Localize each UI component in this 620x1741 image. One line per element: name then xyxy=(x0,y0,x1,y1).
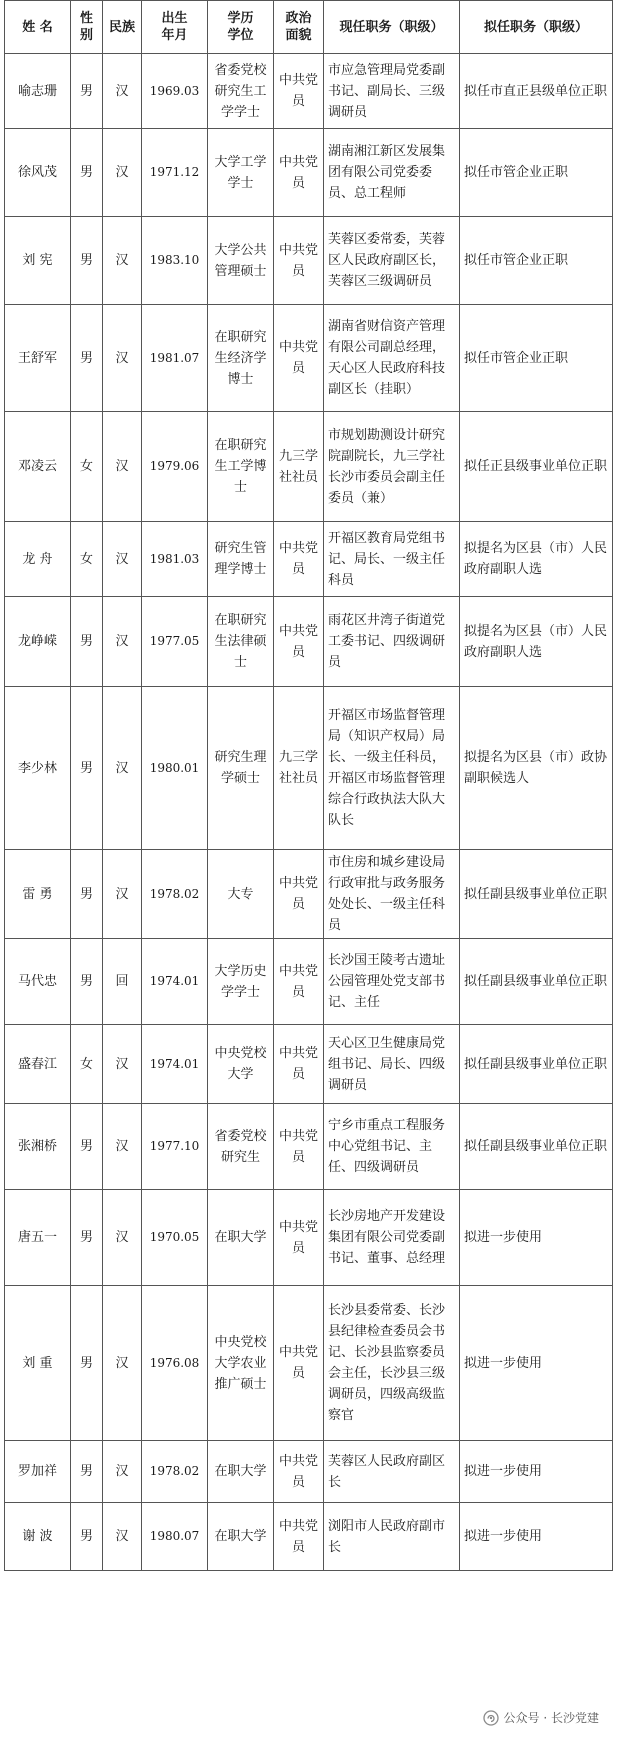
birth-date-cell: 1971.12 xyxy=(142,129,208,217)
education-cell: 研究生管理学博士 xyxy=(208,522,274,597)
gender-cell: 男 xyxy=(71,1441,103,1503)
proposed-position-cell: 拟任副县级事业单位正职 xyxy=(460,1104,613,1190)
table-row xyxy=(5,1286,613,1441)
table-row xyxy=(5,412,613,522)
gender-cell: 女 xyxy=(71,412,103,522)
wechat-official-account-icon xyxy=(483,1710,499,1726)
person-name: 王舒军 xyxy=(5,305,71,412)
ethnicity-cell: 汉 xyxy=(103,850,142,939)
birth-date-cell: 1969.03 xyxy=(142,54,208,129)
person-name: 张湘桥 xyxy=(5,1104,71,1190)
table-row xyxy=(5,1441,613,1503)
education-cell: 中央党校大学 xyxy=(208,1025,274,1104)
person-name: 喻志珊 xyxy=(5,54,71,129)
political-status-cell: 中共党员 xyxy=(274,522,324,597)
birth-date-cell: 1981.07 xyxy=(142,305,208,412)
ethnicity-cell: 汉 xyxy=(103,217,142,305)
gender-cell: 男 xyxy=(71,1503,103,1571)
ethnicity-cell: 汉 xyxy=(103,522,142,597)
proposed-position-cell: 拟任市管企业正职 xyxy=(460,217,613,305)
gender-cell: 男 xyxy=(71,1104,103,1190)
table-row xyxy=(5,1025,613,1104)
gender-cell: 男 xyxy=(71,597,103,687)
table-row xyxy=(5,1503,613,1571)
education-cell: 在职大学 xyxy=(208,1503,274,1571)
table-row xyxy=(5,939,613,1025)
current-position-cell: 长沙国王陵考古遗址公园管理处党支部书记、主任 xyxy=(324,939,460,1025)
ethnicity-cell: 汉 xyxy=(103,597,142,687)
birth-date-cell: 1978.02 xyxy=(142,850,208,939)
ethnicity-cell: 回 xyxy=(103,939,142,1025)
table-row xyxy=(5,1190,613,1286)
education-cell: 大学工学学士 xyxy=(208,129,274,217)
political-status-cell: 中共党员 xyxy=(274,1503,324,1571)
column-header: 民族 xyxy=(103,1,142,54)
person-name: 邓凌云 xyxy=(5,412,71,522)
person-name: 龙 舟 xyxy=(5,522,71,597)
ethnicity-cell: 汉 xyxy=(103,129,142,217)
candidate-table xyxy=(4,0,613,1571)
proposed-position-cell: 拟任市管企业正职 xyxy=(460,129,613,217)
column-header: 现任职务（职级） xyxy=(324,1,460,54)
person-name: 徐风茂 xyxy=(5,129,71,217)
education-cell: 在职大学 xyxy=(208,1441,274,1503)
proposed-position-cell: 拟提名为区县（市）人民政府副职人选 xyxy=(460,522,613,597)
current-position-cell: 湖南省财信资产管理有限公司副总经理，天心区人民政府科技副区长（挂职） xyxy=(324,305,460,412)
table-row xyxy=(5,522,613,597)
person-name: 谢 波 xyxy=(5,1503,71,1571)
education-cell: 在职研究生法律硕士 xyxy=(208,597,274,687)
political-status-cell: 中共党员 xyxy=(274,305,324,412)
political-status-cell: 中共党员 xyxy=(274,1025,324,1104)
political-status-cell: 中共党员 xyxy=(274,597,324,687)
table-row xyxy=(5,1104,613,1190)
current-position-cell: 芙蓉区委常委，芙蓉区人民政府副区长，芙蓉区三级调研员 xyxy=(324,217,460,305)
gender-cell: 男 xyxy=(71,54,103,129)
proposed-position-cell: 拟任市直正县级单位正职 xyxy=(460,54,613,129)
education-cell: 在职研究生工学博士 xyxy=(208,412,274,522)
ethnicity-cell: 汉 xyxy=(103,1286,142,1441)
birth-date-cell: 1978.02 xyxy=(142,1441,208,1503)
proposed-position-cell: 拟提名为区县（市）人民政府副职人选 xyxy=(460,597,613,687)
birth-date-cell: 1981.03 xyxy=(142,522,208,597)
current-position-cell: 市住房和城乡建设局行政审批与政务服务处处长、一级主任科员 xyxy=(324,850,460,939)
person-name: 龙峥嵘 xyxy=(5,597,71,687)
gender-cell: 男 xyxy=(71,305,103,412)
current-position-cell: 长沙县委常委、长沙县纪律检查委员会书记、长沙县监察委员会主任，长沙县三级调研员，四级高级监察官 xyxy=(324,1286,460,1441)
column-header: 政治 面貌 xyxy=(274,1,324,54)
person-name: 刘 宪 xyxy=(5,217,71,305)
political-status-cell: 中共党员 xyxy=(274,1441,324,1503)
proposed-position-cell: 拟任副县级事业单位正职 xyxy=(460,1025,613,1104)
watermark-text: 公众号 · 长沙党建 xyxy=(503,1711,599,1725)
column-header: 出生 年月 xyxy=(142,1,208,54)
current-position-cell: 浏阳市人民政府副市长 xyxy=(324,1503,460,1571)
gender-cell: 男 xyxy=(71,939,103,1025)
ethnicity-cell: 汉 xyxy=(103,54,142,129)
birth-date-cell: 1979.06 xyxy=(142,412,208,522)
person-name: 罗加祥 xyxy=(5,1441,71,1503)
column-header: 学历 学位 xyxy=(208,1,274,54)
birth-date-cell: 1980.07 xyxy=(142,1503,208,1571)
ethnicity-cell: 汉 xyxy=(103,1441,142,1503)
current-position-cell: 天心区卫生健康局党组书记、局长、四级调研员 xyxy=(324,1025,460,1104)
proposed-position-cell: 拟进一步使用 xyxy=(460,1441,613,1503)
education-cell: 大学历史学学士 xyxy=(208,939,274,1025)
proposed-position-cell: 拟进一步使用 xyxy=(460,1503,613,1571)
birth-date-cell: 1976.08 xyxy=(142,1286,208,1441)
person-name: 雷 勇 xyxy=(5,850,71,939)
table-row xyxy=(5,687,613,850)
political-status-cell: 中共党员 xyxy=(274,54,324,129)
current-position-cell: 芙蓉区人民政府副区长 xyxy=(324,1441,460,1503)
current-position-cell: 雨花区井湾子街道党工委书记、四级调研员 xyxy=(324,597,460,687)
political-status-cell: 九三学社社员 xyxy=(274,412,324,522)
birth-date-cell: 1974.01 xyxy=(142,1025,208,1104)
gender-cell: 男 xyxy=(71,1190,103,1286)
current-position-cell: 开福区市场监督管理局（知识产权局）局长、一级主任科员，开福区市场监督管理综合行政执法大队大队长 xyxy=(324,687,460,850)
watermark xyxy=(480,1708,602,1727)
ethnicity-cell: 汉 xyxy=(103,1503,142,1571)
birth-date-cell: 1974.01 xyxy=(142,939,208,1025)
proposed-position-cell: 拟任副县级事业单位正职 xyxy=(460,850,613,939)
birth-date-cell: 1970.05 xyxy=(142,1190,208,1286)
person-name: 马代忠 xyxy=(5,939,71,1025)
ethnicity-cell: 汉 xyxy=(103,412,142,522)
current-position-cell: 长沙房地产开发建设集团有限公司党委副书记、董事、总经理 xyxy=(324,1190,460,1286)
political-status-cell: 中共党员 xyxy=(274,850,324,939)
birth-date-cell: 1983.10 xyxy=(142,217,208,305)
political-status-cell: 中共党员 xyxy=(274,217,324,305)
birth-date-cell: 1977.10 xyxy=(142,1104,208,1190)
education-cell: 研究生理学硕士 xyxy=(208,687,274,850)
gender-cell: 男 xyxy=(71,129,103,217)
political-status-cell: 中共党员 xyxy=(274,939,324,1025)
political-status-cell: 中共党员 xyxy=(274,1190,324,1286)
education-cell: 大学公共管理硕士 xyxy=(208,217,274,305)
ethnicity-cell: 汉 xyxy=(103,1104,142,1190)
column-header: 姓 名 xyxy=(5,1,71,54)
table-row xyxy=(5,850,613,939)
political-status-cell: 中共党员 xyxy=(274,1286,324,1441)
current-position-cell: 开福区教育局党组书记、局长、一级主任科员 xyxy=(324,522,460,597)
column-header: 拟任职务（职级） xyxy=(460,1,613,54)
person-name: 李少林 xyxy=(5,687,71,850)
table-row xyxy=(5,129,613,217)
education-cell: 省委党校研究生 xyxy=(208,1104,274,1190)
gender-cell: 男 xyxy=(71,850,103,939)
current-position-cell: 市规划勘测设计研究院副院长，九三学社长沙市委员会副主任委员（兼） xyxy=(324,412,460,522)
proposed-position-cell: 拟提名为区县（市）政协副职候选人 xyxy=(460,687,613,850)
education-cell: 在职研究生经济学博士 xyxy=(208,305,274,412)
table-row xyxy=(5,597,613,687)
gender-cell: 女 xyxy=(71,1025,103,1104)
table-row xyxy=(5,54,613,129)
header-row xyxy=(5,1,613,54)
political-status-cell: 九三学社社员 xyxy=(274,687,324,850)
gender-cell: 男 xyxy=(71,217,103,305)
ethnicity-cell: 汉 xyxy=(103,1025,142,1104)
proposed-position-cell: 拟进一步使用 xyxy=(460,1286,613,1441)
person-name: 盛春江 xyxy=(5,1025,71,1104)
table-body xyxy=(5,54,613,1571)
column-header: 性别 xyxy=(71,1,103,54)
current-position-cell: 宁乡市重点工程服务中心党组书记、主任、四级调研员 xyxy=(324,1104,460,1190)
current-position-cell: 市应急管理局党委副书记、副局长、三级调研员 xyxy=(324,54,460,129)
current-position-cell: 湖南湘江新区发展集团有限公司党委委员、总工程师 xyxy=(324,129,460,217)
gender-cell: 男 xyxy=(71,1286,103,1441)
gender-cell: 男 xyxy=(71,687,103,850)
political-status-cell: 中共党员 xyxy=(274,129,324,217)
proposed-position-cell: 拟任副县级事业单位正职 xyxy=(460,939,613,1025)
education-cell: 在职大学 xyxy=(208,1190,274,1286)
birth-date-cell: 1977.05 xyxy=(142,597,208,687)
table-row xyxy=(5,217,613,305)
person-name: 刘 重 xyxy=(5,1286,71,1441)
table-row xyxy=(5,305,613,412)
political-status-cell: 中共党员 xyxy=(274,1104,324,1190)
education-cell: 大专 xyxy=(208,850,274,939)
proposed-position-cell: 拟任市管企业正职 xyxy=(460,305,613,412)
person-name: 唐五一 xyxy=(5,1190,71,1286)
ethnicity-cell: 汉 xyxy=(103,1190,142,1286)
ethnicity-cell: 汉 xyxy=(103,687,142,850)
education-cell: 中央党校大学农业推广硕士 xyxy=(208,1286,274,1441)
birth-date-cell: 1980.01 xyxy=(142,687,208,850)
proposed-position-cell: 拟进一步使用 xyxy=(460,1190,613,1286)
ethnicity-cell: 汉 xyxy=(103,305,142,412)
education-cell: 省委党校研究生工学学士 xyxy=(208,54,274,129)
gender-cell: 女 xyxy=(71,522,103,597)
proposed-position-cell: 拟任正县级事业单位正职 xyxy=(460,412,613,522)
